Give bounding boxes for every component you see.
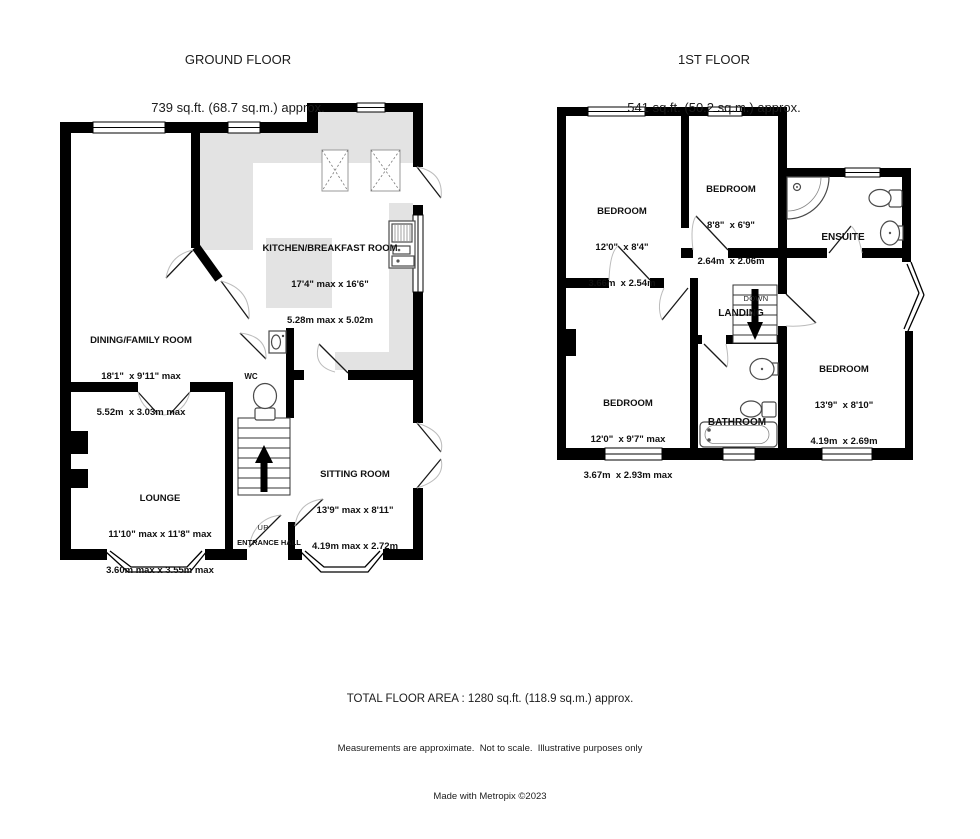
lounge-label: LOUNGE 11'10" max x 11'8" max 3.60m max x 3.55m max (106, 493, 214, 576)
bedroom3-label: BEDROOM 13'9" x 8'10" 4.19m x 2.69m (810, 364, 878, 447)
stairs-up-label: UP (257, 523, 269, 532)
credit-text: Made with Metropix ©2023 (433, 791, 547, 802)
wc-label: WC (244, 372, 258, 381)
ground-floor-header (151, 20, 324, 148)
first-floor-area: 541 sq.ft. (50.2 sq.m.) approx. (627, 100, 801, 115)
sitting-room-label: SITTING ROOM 13'9" max x 8'11" 4.19m max x 2.72m (311, 469, 399, 552)
first-floor-title: 1ST FLOOR (677, 52, 751, 67)
ff-bathroom-sink-icon (750, 359, 778, 380)
ff-ensuite-sink-icon (881, 221, 904, 245)
ensuite-label: ENSUITE (821, 232, 865, 243)
footer-notes (338, 656, 643, 839)
landing-label: LANDING (718, 308, 764, 319)
first-floor-header (627, 20, 800, 148)
total-floor-area: TOTAL FLOOR AREA : 1280 sq.ft. (118.9 sq.m.) approx. (346, 693, 634, 705)
dining-room-label: DINING/FAMILY ROOM 18'1" x 9'11" max 5.52m x 3.03m max (90, 335, 192, 418)
bedroom1-label: BEDROOM 12'0" x 8'4" 3.66m x 2.54m (588, 206, 656, 289)
bedroom2-label: BEDROOM 8'8" x 6'9" 2.64m x 2.06m (697, 184, 765, 267)
ground-floor-area: 739 sq.ft. (68.7 sq.m.) approx. (151, 100, 325, 115)
ff-corner-window (904, 262, 924, 331)
disclaimer-text: Measurements are approximate. Not to scale. Illustrative purposes only (337, 743, 643, 754)
gf-stairs-up (238, 418, 290, 495)
ground-floor-title: GROUND FLOOR (184, 52, 292, 67)
ff-ensuite-toilet-icon (869, 190, 902, 208)
stairs-down-label: DOWN (743, 294, 769, 303)
bedroom4-label: BEDROOM 12'0" x 9'7" max 3.67m x 2.93m max (583, 398, 673, 481)
gf-chimney-breast (71, 431, 88, 488)
bathroom-label: BATHROOM (707, 417, 767, 428)
kitchen-label: KITCHEN/BREAKFAST ROOM 17'4" max x 16'6" 5.28m max x 5.02m (262, 243, 398, 326)
entrance-hall-label: ENTRANCE HALL (237, 538, 301, 547)
